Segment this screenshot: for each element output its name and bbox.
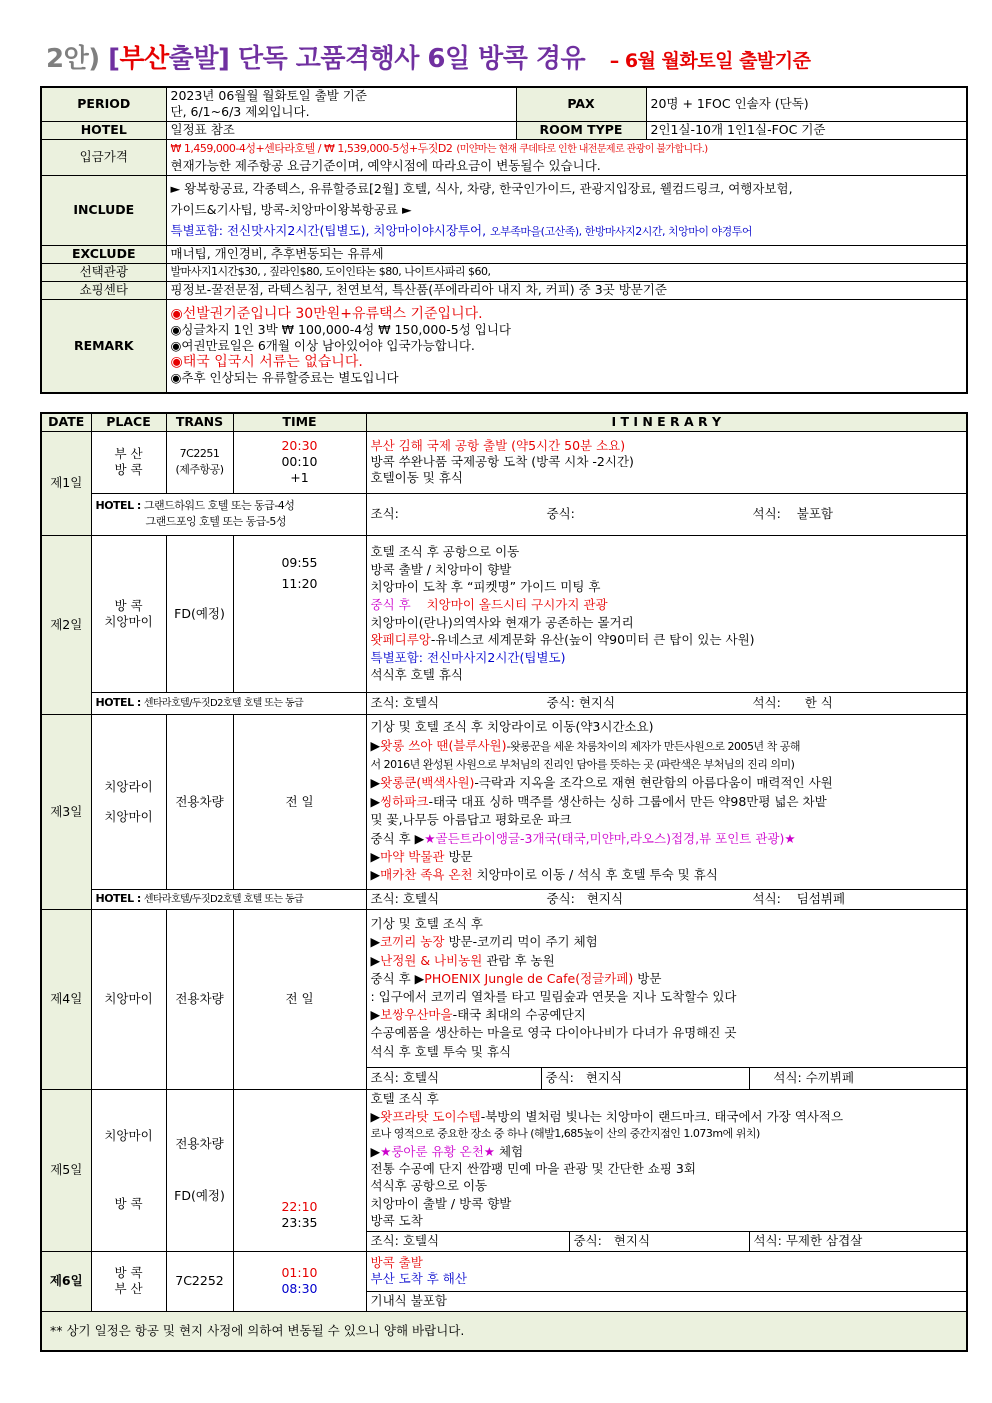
day3-time: 전 일	[233, 714, 366, 889]
day5-line-6: 석식후 공항으로 이동	[370, 1178, 488, 1194]
day3-hotel-1: 센타라호텔/두짓D2호텔 호텔 또는 동급	[143, 893, 304, 905]
price-line-1: ₩ 1,459,000-4성+센타라호텔 / ₩ 1,539,000-5성+두짓D2	[170, 142, 453, 155]
day1-time	[233, 431, 366, 493]
pax-value: 20명 + 1FOC 인솔자 (단독)	[646, 87, 967, 121]
day4-trans: 전용차량	[166, 909, 233, 1089]
price-line-2: 현재가능한 제주항공 요금기준이며, 예약시점에 따라요금이 변동될수 있습니다.	[170, 158, 601, 173]
day3-line-5c: -태국 대표 싱하 맥주를 생산하는 싱하 그룹에서 만든 약98만평 넓은 차밭	[428, 793, 827, 809]
include-line-3a: 특별포함: 전신맛사지2시간(팁별도), 치앙마이야시장투어,	[170, 223, 487, 238]
day5-line-2a: ▶	[370, 1108, 381, 1124]
day2-place	[91, 535, 166, 692]
day4-line-3a: ▶	[370, 952, 381, 968]
day4-date: 제4일	[41, 909, 91, 1089]
day2-breakfast-label: 조식:	[370, 695, 399, 710]
day3-hotel	[91, 889, 366, 909]
day2-line-3: 치앙마이 도착 후 “피켓명” 가이드 미팅 후	[370, 579, 601, 595]
day3-line-7a: 중식 후 ▶	[370, 830, 425, 846]
day5-line-4a: ▶	[370, 1143, 381, 1159]
day1-place-1: 부 산	[114, 446, 143, 461]
day3-lunch: 현지식	[586, 891, 624, 906]
footer-note: ** 상기 일정은 항공 및 현지 사정에 의하여 변동될 수 있으니 양해 바랍니다.	[41, 1311, 967, 1351]
day1-itinerary	[366, 431, 967, 493]
day5-lunch: 현지식	[613, 1233, 651, 1248]
day3-meals	[366, 889, 967, 909]
day1-hotel-label: HOTEL :	[95, 499, 141, 512]
day5-dinner-label: 석식:	[753, 1233, 782, 1248]
day4-lunch-cell	[541, 1067, 749, 1089]
include-value	[166, 175, 967, 245]
room-type-value: 2인1실-10개 1인1실-FOC 기준	[646, 121, 967, 139]
day3-line-4c: -극락과 지옥을 조각으로 재현 현란함의 아름다움이 매력적인 사원	[474, 775, 833, 791]
day2-line-6a: 왓페디루앙	[370, 632, 431, 648]
day1-lunch-label: 중식:	[546, 506, 575, 521]
day1-meals	[366, 493, 967, 535]
day3-line-2c: -왓롱꾼을 세운 차룸차이의 제자가 만든사원으로 2005년 착 공해	[506, 739, 800, 753]
day5-lunch-cell	[569, 1231, 749, 1251]
day4-line-6a: ▶	[370, 1007, 381, 1023]
day3-dinner-label: 석식:	[752, 891, 781, 906]
day3-breakfast-label: 조식:	[370, 891, 399, 906]
title-depart: 출발]	[168, 44, 230, 74]
day1-dinner: 불포함	[796, 506, 834, 521]
include-line-2: 가이드&기사팁, 방콕-치앙마이왕복항공료 ►	[170, 202, 412, 217]
day4-lunch-label: 중식:	[545, 1070, 574, 1085]
day5-breakfast-cell	[366, 1231, 569, 1251]
header-place: PLACE	[91, 413, 166, 431]
remark-line-2: ◉싱글차지 1인 3박 ₩ 100,000-4성 ₩ 150,000-5성 입니다	[170, 321, 511, 337]
day5-place	[91, 1089, 166, 1251]
day4-breakfast-label: 조식:	[370, 1070, 399, 1085]
day4-line-3c: 관람 후 농원	[482, 952, 555, 968]
day5-time-2: 23:35	[281, 1214, 318, 1230]
day1-hotel-2: 그랜드포잉 호텔 또는 동급-5성	[145, 515, 286, 528]
title-bracket: [	[108, 44, 120, 74]
day6-time-1: 01:10	[281, 1265, 318, 1280]
period-value-line-2: 단, 6/1~6/3 제외입니다.	[170, 104, 310, 120]
header-itinerary: I T I N E R A R Y	[366, 413, 967, 431]
day6-trans: 7C2252	[166, 1251, 233, 1311]
day3-line-5a: ▶	[370, 793, 381, 809]
pax-label: PAX	[516, 87, 646, 121]
day6-time	[233, 1251, 366, 1311]
day2-line-5: 치앙마이(란나)의역사와 현재가 공존하는 몰거리	[370, 614, 634, 630]
day1-date: 제1일	[41, 431, 91, 535]
day1-dinner-label: 석식:	[752, 506, 781, 521]
day2-meals	[366, 692, 967, 714]
shop-value: 핑정보-꿀전문점, 라텍스침구, 천연보석, 특산품(푸에라리아 내지 차, 커피) 중 3곳 방문기준	[166, 281, 967, 299]
day3-hotel-label: HOTEL :	[95, 891, 141, 905]
header-trans: TRANS	[166, 413, 233, 431]
day3-lunch-label: 중식:	[546, 891, 575, 906]
day2-dinner-label: 석식:	[752, 695, 781, 710]
day2-line-2: 방콕 출발 / 치앙마이 향발	[370, 561, 512, 577]
day6-line-2: 부산 도착 후 해산	[370, 1271, 467, 1286]
period-value	[166, 87, 516, 121]
day2-line-7: 특별포함: 전신마사지2시간(팁별도)	[370, 649, 566, 665]
day4-line-6b: 보쌍우산마을	[380, 1007, 453, 1023]
day5-line-4c: 체험	[495, 1143, 524, 1159]
remark-value	[166, 299, 967, 393]
day4-breakfast: 호텔식	[402, 1070, 440, 1085]
day4-lunch: 현지식	[585, 1070, 623, 1085]
day3-line-7b: ★골든트라이앵글-3개국(태국,미얀마,라오스)접경,뷰 포인트 관광)★	[424, 830, 796, 846]
day5-lunch-label: 중식:	[573, 1233, 602, 1248]
day4-line-8: 석식 후 호텔 투숙 및 휴식	[370, 1043, 512, 1059]
exclude-value: 매너팁, 개인경비, 추후변동되는 유류세	[166, 245, 967, 263]
day1-place	[91, 431, 166, 493]
period-label: PERIOD	[41, 87, 166, 121]
day6-line-3: 기내식 불포함	[366, 1291, 967, 1311]
day5-breakfast-label: 조식:	[370, 1233, 399, 1248]
day5-place-2: 방 콕	[114, 1196, 143, 1211]
day4-time: 전 일	[233, 909, 366, 1089]
remark-line-4: ◉태국 입국시 서류는 없습니다.	[170, 353, 363, 370]
day2-breakfast: 호텔식	[402, 695, 440, 710]
day2-date: 제2일	[41, 535, 91, 714]
day4-line-4b: PHOENIX Jungle de Cafe(정글카페)	[424, 970, 634, 986]
info-table	[40, 86, 968, 394]
day5-trans	[166, 1089, 233, 1251]
day1-line-3: 호텔이동 및 휴식	[370, 470, 463, 485]
day3-place-2: 치앙마이	[104, 808, 153, 824]
title-city: 부산	[119, 44, 169, 74]
day4-itinerary	[366, 909, 967, 1067]
day3-place	[91, 714, 166, 889]
day2-hotel	[91, 692, 366, 714]
day4-line-4c: 방문	[633, 970, 662, 986]
day4-breakfast-cell	[366, 1067, 541, 1089]
day1-line-1: 부산 김해 국제 공항 출발 (약5시간 50분 소요)	[370, 438, 626, 453]
day5-dinner: 무제한 삼겹살	[785, 1233, 863, 1248]
day3-line-6: 및 꽃,나무등 아름답고 평화로운 파크	[370, 812, 572, 828]
day4-line-2a: ▶	[370, 934, 381, 950]
day2-place-2: 치앙마이	[104, 613, 153, 629]
day3-line-9a: ▶	[370, 867, 381, 883]
day3-line-5b: 씽하파크	[380, 793, 429, 809]
day5-breakfast: 호텔식	[402, 1233, 440, 1248]
day2-hotel-label: HOTEL :	[95, 695, 141, 709]
day2-time-2: 11:20	[281, 575, 318, 591]
day5-line-4b: ★룽아룬 유황 온천★	[380, 1143, 496, 1159]
day2-time	[233, 535, 366, 692]
day3-dinner: 딤섬뷔페	[796, 891, 846, 906]
day4-line-3b: 난정원 & 나비농원	[380, 952, 483, 968]
day1-time-2: 00:10	[281, 454, 318, 469]
day2-line-6b: -유네스코 세계문화 유산(높이 약90미터 큰 탑이 있는 사원)	[430, 632, 755, 648]
title-sub: – 6월 월화토일 출발기준	[609, 50, 811, 72]
day5-trans-1: 전용차량	[175, 1136, 224, 1151]
day4-line-2b: 코끼리 농장	[380, 934, 445, 950]
itinerary-table	[40, 412, 968, 1352]
day3-line-2b: 왓롱 쓰아 땐(블루사원)	[380, 737, 507, 753]
title-main: 단독 고품격행사 6일 방콕 경유	[237, 44, 586, 74]
remark-line-5: ◉추후 인상되는 유류할증료는 별도입니다	[170, 369, 399, 385]
day4-dinner-label: 석식:	[773, 1070, 802, 1085]
day6-place	[91, 1251, 166, 1311]
price-note: (미얀마는 현재 쿠데타로 인한 내전문제로 관광이 불가합니다.)	[456, 144, 708, 155]
day5-line-2c: -북방의 별처럼 빛나는 치앙마이 랜드마크. 태국에서 가장 역사적으	[480, 1108, 844, 1124]
day1-trans	[166, 431, 233, 493]
day5-trans-2: FD(예정)	[174, 1188, 225, 1203]
day6-itinerary	[366, 1251, 967, 1291]
day2-trans: FD(예정)	[166, 535, 233, 692]
day3-itinerary	[366, 714, 967, 889]
day3-line-8c: 방문	[444, 849, 473, 865]
day6-date: 제6일	[41, 1251, 91, 1311]
day1-hotel-1: 그랜드하워드 호텔 또는 동급-4성	[143, 499, 295, 512]
day5-place-1: 치앙마이	[104, 1128, 153, 1143]
day4-line-1: 기상 및 호텔 조식 후	[370, 916, 483, 932]
day6-line-1: 방콕 출발	[370, 1255, 423, 1270]
shop-label: 쇼핑센타	[41, 281, 166, 299]
day5-dinner-cell	[749, 1231, 967, 1251]
remark-label: REMARK	[41, 299, 166, 393]
header-date: DATE	[41, 413, 91, 431]
day4-place: 치앙마이	[91, 909, 166, 1089]
day2-lunch-label: 중식:	[546, 695, 575, 710]
day5-itinerary	[366, 1089, 967, 1231]
day3-line-4b: 왓롱쿤(백색사원)	[380, 775, 475, 791]
day2-hotel-1: 센타라호텔/두짓D2호텔 호텔 또는 동급	[143, 697, 304, 709]
include-line-1: ► 왕복항공료, 각종텍스, 유류할증료[2월] 호텔, 식사, 차량, 한국인가이드, 관광지입장료, 웰컴드링크, 여행자보험,	[170, 181, 793, 196]
day4-line-2c: 방문-코끼리 먹이 주기 체험	[444, 934, 598, 950]
day5-line-1: 호텔 조식 후	[370, 1091, 439, 1107]
day1-line-2: 방콕 쑤완나품 국제공항 도착 (방콕 시차 -2시간)	[370, 454, 634, 469]
hotel-value: 일정표 참조	[166, 121, 516, 139]
day5-time-1: 22:10	[281, 1198, 318, 1214]
day3-line-9b: 매카찬 족욕 온천	[380, 867, 473, 883]
include-line-3b: 오부족마을(고산족), 한방마사지2시간, 치앙마이 야경투어	[490, 225, 752, 238]
day3-line-8a: ▶	[370, 849, 381, 865]
day3-line-9c: 치앙마이로 이동 / 석식 후 호텔 투숙 및 휴식	[472, 867, 718, 883]
option-label: 선택관광	[41, 263, 166, 281]
day5-line-8: 방콕 도착	[370, 1213, 423, 1229]
day2-itinerary	[366, 535, 967, 692]
day3-line-3: 서 2016년 완성된 사원으로 부처님의 진리인 담아를 뜻하는 곳 (파란색은 부처님의 진리 의미)	[370, 757, 795, 771]
header-time: TIME	[233, 413, 366, 431]
day2-line-4a: 중식 후	[370, 596, 411, 612]
include-label: INCLUDE	[41, 175, 166, 245]
day4-line-5: : 입구에서 코끼리 열차를 타고 밀림숲과 연못을 지나 도착할수 있다	[370, 989, 737, 1004]
day1-time-1: 20:30	[281, 438, 318, 453]
day3-line-4a: ▶	[370, 775, 381, 791]
day5-line-3: 로나 영적으로 중요한 장소 중 하나 (해발1,685높이 산의 중간지점인 1.073m에 위치)	[370, 1127, 760, 1141]
exclude-label: EXCLUDE	[41, 245, 166, 263]
title-plan: 2안)	[46, 44, 100, 74]
day1-trans-1: 7C2251	[179, 447, 220, 460]
day2-place-1: 방 콕	[114, 597, 143, 613]
day2-line-8: 석식후 호텔 휴식	[370, 667, 463, 683]
page-title	[46, 38, 976, 78]
day2-line-4b: 치앙마이 올드시티 구시가지 관광	[426, 596, 608, 612]
day1-place-2: 방 콕	[114, 462, 143, 477]
day3-place-1: 치앙라이	[104, 778, 153, 794]
day3-line-2a: ▶	[370, 737, 381, 753]
day6-place-1: 방 콕	[114, 1265, 143, 1280]
day1-hotel	[91, 493, 366, 535]
day2-time-1: 09:55	[281, 554, 318, 570]
room-type-label: ROOM TYPE	[516, 121, 646, 139]
remark-line-3: ◉여권만료일은 6개월 이상 남아있어야 입국가능합니다.	[170, 337, 475, 353]
day1-breakfast-label: 조식:	[370, 506, 399, 521]
day6-place-2: 부 산	[114, 1281, 143, 1296]
day5-time	[233, 1089, 366, 1251]
day1-trans-2: (제주항공)	[175, 463, 224, 476]
day4-line-7: 수공예품을 생산하는 마을로 영국 다이아나비가 다녀가 유명해진 곳	[370, 1025, 737, 1041]
day6-time-2: 08:30	[281, 1281, 318, 1296]
day4-dinner: 수끼뷔페	[805, 1070, 855, 1085]
option-value: 발마사지1시간$30, , 짚라인$80, 도이인타논 $80, 나이트사파리 $60,	[166, 263, 967, 281]
day3-date: 제3일	[41, 714, 91, 909]
day5-line-2b: 왓프라탓 도이수텝	[380, 1108, 481, 1124]
day2-lunch: 현지식	[578, 695, 616, 710]
day4-dinner-cell	[749, 1067, 967, 1089]
remark-line-1: ◉선발권기준입니다 30만원+유류택스 기준입니다.	[170, 305, 483, 322]
price-value	[166, 139, 967, 175]
period-value-line-1: 2023년 06월월 월화토일 출발 기준	[170, 88, 367, 104]
price-label: 입금가격	[41, 139, 166, 175]
day4-line-4a: 중식 후 ▶	[370, 970, 425, 986]
day5-line-7: 치앙마이 출발 / 방콕 향발	[370, 1195, 512, 1211]
day3-trans: 전용차량	[166, 714, 233, 889]
day4-line-6c: -태국 최대의 수공예단지	[452, 1007, 586, 1023]
day3-line-8b: 마약 박물관	[380, 849, 445, 865]
day3-breakfast: 호텔식	[402, 891, 440, 906]
hotel-label: HOTEL	[41, 121, 166, 139]
day1-time-3: +1	[290, 470, 309, 485]
day2-dinner: 한 식	[804, 695, 833, 710]
day3-line-1: 기상 및 호텔 조식 후 치앙라이로 이동(약3시간소요)	[370, 719, 654, 735]
day5-date: 제5일	[41, 1089, 91, 1251]
day2-line-1: 호텔 조식 후 공항으로 이동	[370, 544, 520, 560]
day5-line-5: 전통 수공예 단지 싼깜팽 민예 마을 관광 및 간단한 쇼핑 3회	[370, 1161, 696, 1176]
